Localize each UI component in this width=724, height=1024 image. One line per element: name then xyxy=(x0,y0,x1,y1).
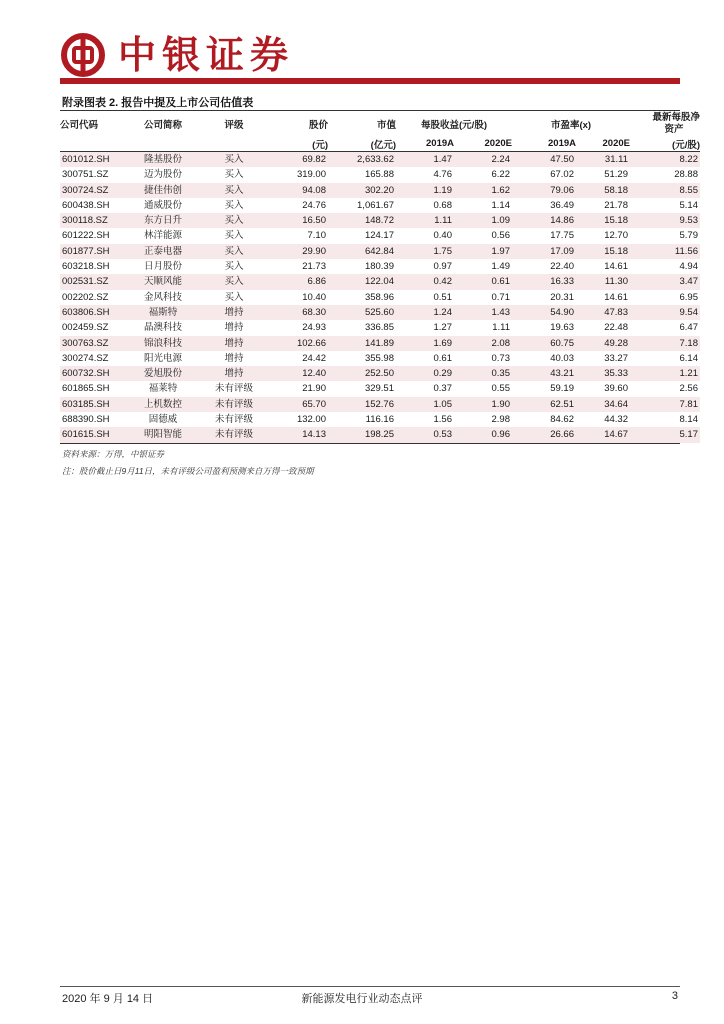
header-blank xyxy=(124,136,202,152)
cell-eps-2019: 0.61 xyxy=(433,352,452,364)
table-row xyxy=(60,366,700,381)
cell-pe-2019: 17.75 xyxy=(550,230,574,242)
cell-name: 林洋能源 xyxy=(143,230,182,242)
cell-pe-2020: 34.64 xyxy=(576,397,630,412)
cell-rating: 未有评级 xyxy=(214,414,253,426)
cell-pe-2019: 22.40 xyxy=(550,261,574,273)
cell-mcap: 122.04 xyxy=(328,274,396,289)
cell-eps-2019: 1.47 xyxy=(396,152,454,168)
table-row xyxy=(60,198,700,213)
cell-eps-2019: 1.56 xyxy=(433,414,452,426)
cell-name: 锦浪科技 xyxy=(124,336,202,351)
cell-code: 300751.SZ xyxy=(62,169,109,181)
cell-mcap: 165.88 xyxy=(364,169,394,181)
cell-pe-2019: 54.90 xyxy=(512,305,576,320)
cell-price: 16.50 xyxy=(266,213,328,228)
cell-eps-2020: 0.56 xyxy=(491,230,510,242)
cell-price: 24.76 xyxy=(302,199,326,211)
cell-rating: 未有评级 xyxy=(214,383,253,395)
cell-mcap: 2,633.62 xyxy=(328,152,396,168)
cell-pe-2019: 60.75 xyxy=(512,336,576,351)
cell-rating: 增持 xyxy=(202,336,266,351)
source-note: 资料来源：万得，中银证券 xyxy=(62,449,165,459)
cell-eps-2019: 1.27 xyxy=(433,322,452,334)
table-row xyxy=(60,397,700,412)
cell-rating: 增持 xyxy=(202,305,266,320)
cell-code: 603185.SH xyxy=(60,397,124,412)
cell-bvps: 3.47 xyxy=(630,274,700,289)
cell-eps-2020: 1.11 xyxy=(492,322,510,334)
header-price-unit: (元) xyxy=(266,136,328,152)
cell-code: 002531.SZ xyxy=(60,274,124,289)
header-blank xyxy=(202,136,266,152)
cell-price: 7.10 xyxy=(307,230,326,242)
cell-name: 明阳智能 xyxy=(124,427,202,442)
header-code: 公司代码 xyxy=(60,120,99,131)
cell-name: 日月股份 xyxy=(143,261,182,273)
cell-code: 600438.SH xyxy=(62,199,110,211)
cell-code: 601012.SH xyxy=(60,152,124,168)
cell-bvps: 9.53 xyxy=(630,213,700,228)
cell-rating: 买入 xyxy=(224,291,244,303)
cell-eps-2019: 0.40 xyxy=(433,230,452,242)
cell-price: 21.90 xyxy=(302,383,326,395)
table-body xyxy=(60,152,700,443)
table-row xyxy=(60,213,700,228)
table-row xyxy=(60,152,700,168)
cell-mcap: 252.50 xyxy=(328,366,396,381)
cell-pe-2020: 14.61 xyxy=(604,261,628,273)
cell-bvps: 5.79 xyxy=(679,230,698,242)
cell-price: 10.40 xyxy=(302,291,326,303)
cell-pe-2019: 59.19 xyxy=(550,383,574,395)
table-row xyxy=(60,336,700,351)
cell-eps-2020: 1.90 xyxy=(454,397,512,412)
cell-pe-2020: 11.30 xyxy=(576,274,630,289)
cell-rating: 未有评级 xyxy=(202,397,266,412)
cell-pe-2020: 51.29 xyxy=(604,169,628,181)
cell-pe-2019: 26.66 xyxy=(512,427,576,442)
header-bvps-unit: (元/股) xyxy=(630,136,700,152)
cell-bvps: 8.55 xyxy=(630,183,700,198)
table-row xyxy=(60,305,700,320)
cell-pe-2019: 36.49 xyxy=(550,199,574,211)
cell-pe-2020: 58.18 xyxy=(576,183,630,198)
cell-eps-2020: 6.22 xyxy=(491,169,510,181)
footer-date: 2020 年 9 月 14 日 xyxy=(62,993,154,1005)
cell-pe-2020: 15.18 xyxy=(576,213,630,228)
table-row xyxy=(60,259,700,274)
table-row xyxy=(60,320,700,335)
cell-pe-2019: 84.62 xyxy=(550,414,574,426)
header-name: 公司简称 xyxy=(143,120,182,131)
cell-bvps: 7.18 xyxy=(630,336,700,351)
cell-bvps: 8.22 xyxy=(630,152,700,168)
page-number: 3 xyxy=(671,990,678,1002)
header-bvps-line2: 资产 xyxy=(664,124,684,135)
cell-price: 21.73 xyxy=(302,261,326,273)
brand-name: 中银证券 xyxy=(118,32,295,77)
table-row xyxy=(60,412,700,427)
table-row xyxy=(60,427,700,442)
cell-eps-2020: 2.24 xyxy=(454,152,512,168)
header-rating: 评级 xyxy=(224,120,244,131)
cell-pe-2019: 19.63 xyxy=(550,322,574,334)
cell-mcap: 329.51 xyxy=(364,383,394,395)
cell-eps-2019: 0.51 xyxy=(433,291,452,303)
cell-name: 福斯特 xyxy=(124,305,202,320)
cell-pe-2020: 49.28 xyxy=(576,336,630,351)
cell-rating: 买入 xyxy=(202,244,266,259)
cell-bvps: 1.21 xyxy=(630,366,700,381)
cell-code: 002459.SZ xyxy=(62,322,109,334)
cell-price: 14.13 xyxy=(266,427,328,442)
cell-price: 102.66 xyxy=(266,336,328,351)
cell-bvps: 8.14 xyxy=(679,414,698,426)
cell-code: 300724.SZ xyxy=(60,183,124,198)
cell-price: 12.40 xyxy=(266,366,328,381)
cell-pe-2019: 67.02 xyxy=(550,169,574,181)
title-rule xyxy=(60,110,680,111)
cell-code: 300118.SZ xyxy=(60,213,124,228)
cell-code: 002202.SZ xyxy=(62,291,109,303)
header-pe-2019: 2019A xyxy=(512,136,576,152)
table-row xyxy=(60,167,700,182)
header-bvps xyxy=(630,112,700,136)
cell-bvps: 7.81 xyxy=(630,397,700,412)
cell-mcap: 1,061.67 xyxy=(357,199,394,211)
cell-mcap: 525.60 xyxy=(328,305,396,320)
cell-name: 晶澳科技 xyxy=(143,322,182,334)
cell-code: 600732.SH xyxy=(60,366,124,381)
table-row xyxy=(60,183,700,198)
cell-pe-2020: 22.48 xyxy=(604,322,628,334)
cell-name: 固德威 xyxy=(148,414,178,426)
cell-price: 24.42 xyxy=(302,352,326,364)
cell-rating: 买入 xyxy=(202,183,266,198)
cell-name: 福莱特 xyxy=(148,383,178,395)
cell-code: 603218.SH xyxy=(62,261,110,273)
cell-eps-2019: 0.53 xyxy=(396,427,454,442)
cell-code: 300763.SZ xyxy=(60,336,124,351)
cell-bvps: 28.88 xyxy=(674,169,698,181)
cell-mcap: 358.96 xyxy=(364,291,394,303)
header-eps-2020: 2020E xyxy=(454,136,512,152)
cell-pe-2019: 62.51 xyxy=(512,397,576,412)
cell-mcap: 302.20 xyxy=(328,183,396,198)
cell-mcap: 148.72 xyxy=(328,213,396,228)
cell-eps-2020: 0.55 xyxy=(491,383,510,395)
cell-pe-2020: 14.61 xyxy=(604,291,628,303)
cell-price: 24.93 xyxy=(302,322,326,334)
footer-title: 新能源发电行业动态点评 xyxy=(301,993,423,1005)
cell-eps-2020: 1.49 xyxy=(491,261,510,273)
cell-mcap: 141.89 xyxy=(328,336,396,351)
cell-pe-2020: 14.67 xyxy=(576,427,630,442)
cell-eps-2019: 1.11 xyxy=(396,213,454,228)
cell-mcap: 116.16 xyxy=(365,414,394,426)
table-row xyxy=(60,351,700,366)
cell-eps-2020: 0.96 xyxy=(454,427,512,442)
cell-code: 688390.SH xyxy=(62,414,110,426)
cell-name: 捷佳伟创 xyxy=(124,183,202,198)
cell-name: 阳光电源 xyxy=(143,352,182,364)
cell-name: 正泰电器 xyxy=(124,244,202,259)
cell-mcap: 336.85 xyxy=(364,322,394,334)
cell-pe-2020: 44.32 xyxy=(604,414,628,426)
cell-eps-2019: 1.05 xyxy=(396,397,454,412)
cell-rating: 买入 xyxy=(224,261,244,273)
cell-price: 6.86 xyxy=(266,274,328,289)
cell-code: 601877.SH xyxy=(60,244,124,259)
cell-bvps: 6.47 xyxy=(679,322,698,334)
cell-eps-2020: 1.62 xyxy=(454,183,512,198)
cell-rating: 增持 xyxy=(224,352,244,364)
cell-pe-2020: 15.18 xyxy=(576,244,630,259)
cell-bvps: 11.56 xyxy=(630,244,700,259)
cell-pe-2020: 35.33 xyxy=(576,366,630,381)
cell-eps-2020: 2.98 xyxy=(491,414,510,426)
header-blank xyxy=(60,136,124,152)
cell-eps-2020: 1.14 xyxy=(491,199,510,211)
cell-pe-2020: 39.60 xyxy=(604,383,628,395)
header-mcap-unit: (亿元) xyxy=(328,136,396,152)
cell-eps-2020: 1.09 xyxy=(454,213,512,228)
table-bottom-rule xyxy=(60,443,680,444)
cell-bvps: 5.14 xyxy=(679,199,698,211)
cell-pe-2019: 20.31 xyxy=(550,291,574,303)
header-pe-2020: 2020E xyxy=(576,136,630,152)
cell-eps-2020: 2.08 xyxy=(454,336,512,351)
cell-eps-2019: 0.37 xyxy=(433,383,452,395)
cell-eps-2019: 0.29 xyxy=(396,366,454,381)
footnote: 注：股价截止日9月11日，未有评级公司盈利预测来自万得一致预期 xyxy=(62,466,314,476)
cell-bvps: 9.54 xyxy=(630,305,700,320)
cell-eps-2020: 1.43 xyxy=(454,305,512,320)
cell-mcap: 355.98 xyxy=(364,352,394,364)
cell-name: 上机数控 xyxy=(124,397,202,412)
cell-eps-2020: 0.73 xyxy=(491,352,510,364)
cell-eps-2020: 1.97 xyxy=(454,244,512,259)
cell-rating: 未有评级 xyxy=(202,427,266,442)
cell-pe-2019: 14.86 xyxy=(512,213,576,228)
cell-mcap: 180.39 xyxy=(364,261,394,273)
cell-code: 601865.SH xyxy=(62,383,110,395)
cell-name: 天顺风能 xyxy=(124,274,202,289)
cell-code: 300274.SZ xyxy=(62,352,109,364)
cell-price: 69.82 xyxy=(266,152,328,168)
cell-eps-2019: 0.97 xyxy=(433,261,452,273)
bank-of-china-logo-icon xyxy=(60,32,106,78)
table-row xyxy=(60,381,700,396)
cell-rating: 买入 xyxy=(202,274,266,289)
cell-pe-2019: 43.21 xyxy=(512,366,576,381)
cell-code: 603806.SH xyxy=(60,305,124,320)
cell-price: 319.00 xyxy=(296,169,326,181)
cell-pe-2019: 17.09 xyxy=(512,244,576,259)
table-row xyxy=(60,228,700,243)
cell-price: 29.90 xyxy=(266,244,328,259)
cell-eps-2019: 1.24 xyxy=(396,305,454,320)
header-bvps-line1: 最新每股净 xyxy=(652,112,700,123)
cell-mcap: 198.25 xyxy=(328,427,396,442)
cell-rating: 买入 xyxy=(224,199,244,211)
cell-rating: 增持 xyxy=(224,322,244,334)
cell-name: 爱旭股份 xyxy=(124,366,202,381)
cell-pe-2019: 79.06 xyxy=(512,183,576,198)
table-title: 附录图表 2. 报告中提及上市公司估值表 xyxy=(62,97,254,109)
page-header xyxy=(60,28,680,84)
footer-rule xyxy=(60,986,680,987)
cell-bvps: 6.95 xyxy=(679,291,698,303)
cell-mcap: 642.84 xyxy=(328,244,396,259)
cell-pe-2020: 31.11 xyxy=(576,152,630,168)
table-row xyxy=(60,244,700,259)
cell-mcap: 124.17 xyxy=(364,230,394,242)
cell-bvps: 4.94 xyxy=(679,261,698,273)
cell-eps-2020: 0.71 xyxy=(491,291,510,303)
cell-bvps: 2.56 xyxy=(679,383,698,395)
cell-price: 132.00 xyxy=(296,414,326,426)
cell-name: 金风科技 xyxy=(143,291,182,303)
cell-eps-2019: 0.42 xyxy=(396,274,454,289)
cell-price: 94.08 xyxy=(266,183,328,198)
cell-eps-2020: 0.35 xyxy=(454,366,512,381)
table-row xyxy=(60,290,700,305)
cell-rating: 买入 xyxy=(224,169,244,181)
cell-rating: 买入 xyxy=(202,213,266,228)
cell-eps-2020: 0.61 xyxy=(454,274,512,289)
cell-eps-2019: 1.19 xyxy=(396,183,454,198)
cell-name: 东方日升 xyxy=(124,213,202,228)
cell-pe-2019: 47.50 xyxy=(512,152,576,168)
cell-name: 迈为股份 xyxy=(143,169,182,181)
cell-pe-2020: 33.27 xyxy=(604,352,628,364)
cell-pe-2019: 16.33 xyxy=(512,274,576,289)
cell-rating: 买入 xyxy=(202,152,266,168)
cell-eps-2019: 4.76 xyxy=(433,169,452,181)
cell-bvps: 5.17 xyxy=(630,427,700,442)
cell-bvps: 6.14 xyxy=(679,352,698,364)
cell-name: 通威股份 xyxy=(143,199,182,211)
header-rule xyxy=(60,78,680,84)
cell-price: 65.70 xyxy=(266,397,328,412)
header-eps: 每股收益(元/股) xyxy=(421,120,487,131)
header-mcap: 市值 xyxy=(376,120,396,131)
cell-code: 601222.SH xyxy=(62,230,110,242)
cell-pe-2019: 40.03 xyxy=(550,352,574,364)
cell-price: 68.30 xyxy=(266,305,328,320)
cell-eps-2019: 0.68 xyxy=(433,199,452,211)
cell-eps-2019: 1.75 xyxy=(396,244,454,259)
cell-rating: 买入 xyxy=(224,230,244,242)
cell-pe-2020: 21.78 xyxy=(604,199,628,211)
cell-eps-2019: 1.69 xyxy=(396,336,454,351)
header-pe: 市盈率(x) xyxy=(550,120,592,131)
header-price: 股价 xyxy=(308,120,328,131)
cell-code: 601615.SH xyxy=(60,427,124,442)
valuation-table xyxy=(60,112,700,443)
cell-name: 隆基股份 xyxy=(124,152,202,168)
cell-pe-2020: 47.83 xyxy=(576,305,630,320)
cell-pe-2020: 12.70 xyxy=(604,230,628,242)
header-eps-2019: 2019A xyxy=(396,136,454,152)
cell-mcap: 152.76 xyxy=(328,397,396,412)
cell-rating: 增持 xyxy=(202,366,266,381)
table-row xyxy=(60,274,700,289)
